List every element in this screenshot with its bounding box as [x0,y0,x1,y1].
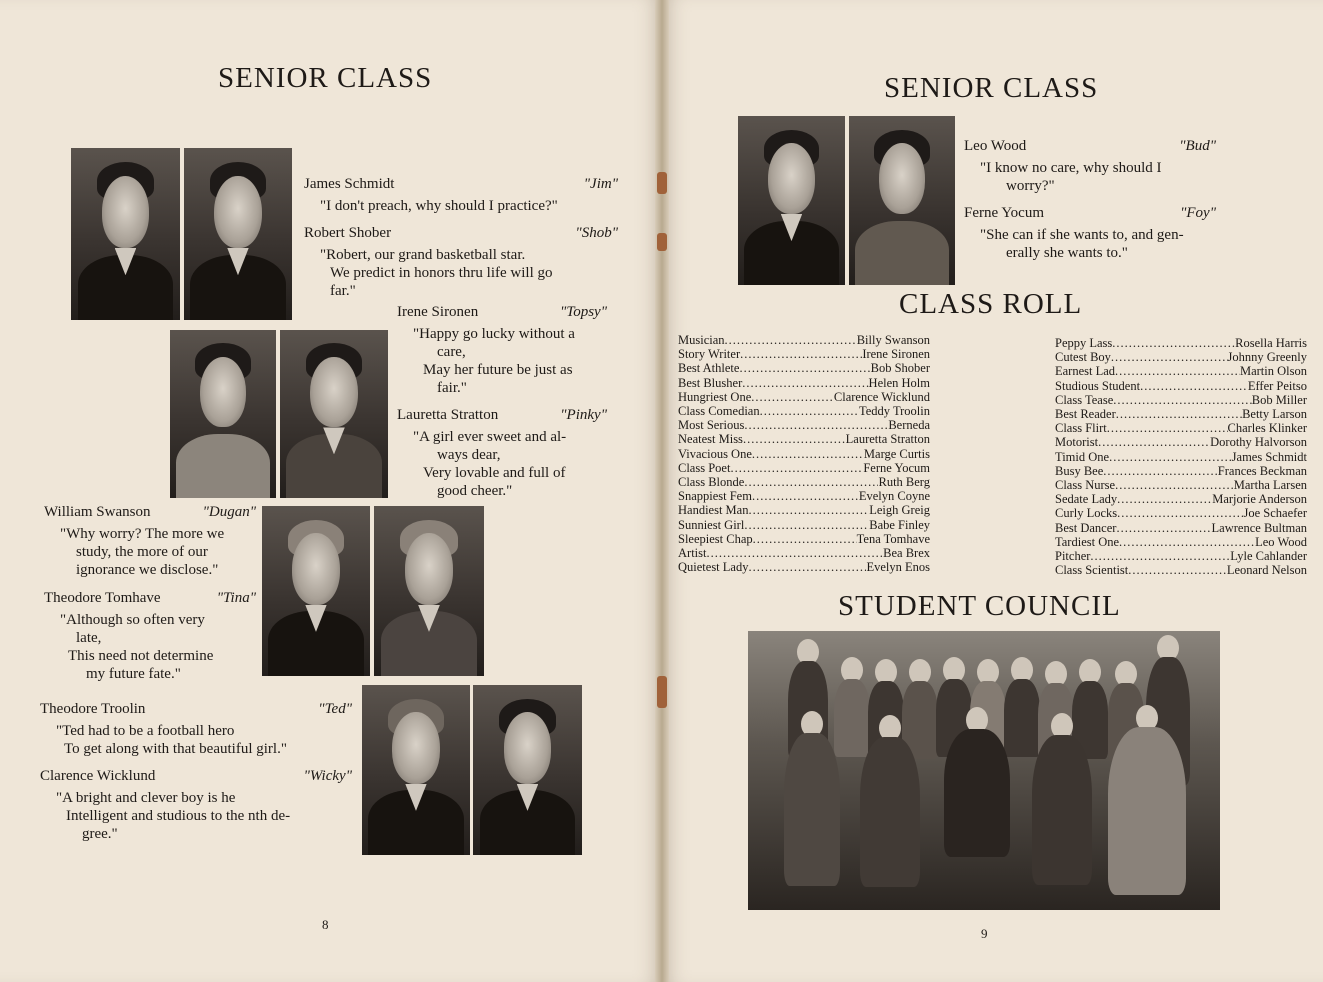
senior-entry-clarence-wicklund [40,767,352,843]
leader-dots [751,390,834,404]
quote-line: "She can if she wants to, and gen- [980,227,1184,243]
staple-mark-upper [657,233,667,251]
leader-dots [725,333,857,347]
staple-bottom [657,676,667,708]
leader-dots [1119,535,1255,549]
class-roll-row [1055,435,1307,449]
class-roll-title: Musician [678,333,725,347]
leader-dots [1098,435,1210,449]
leader-dots [1116,407,1242,421]
student-council-heading: STUDENT COUNCIL [838,590,1121,622]
leader-dots [740,347,862,361]
class-roll-name: Berneda [888,418,930,433]
class-roll-name: Effer Peitso [1247,378,1307,393]
class-roll-row [1055,450,1307,464]
quote-line: Intelligent and studious to the nth de- [66,808,291,824]
class-roll-name: Clarence Wicklund [833,389,930,404]
senior-entry-leo-wood [964,137,1216,195]
class-roll-title: Class Nurse [1055,478,1116,493]
quote-line: "A girl ever sweet and al- [413,429,567,445]
class-roll-name: Ferne Yocum [863,460,930,475]
class-roll-name: Lauretta Stratton [845,432,930,447]
student-name: James Schmidt [304,176,395,192]
class-roll-row [1055,521,1307,535]
leader-dots [742,376,868,390]
class-roll-row [678,461,930,475]
student-name: Lauretta Stratton [397,407,499,423]
quote-line: "A bright and clever boy is he [56,790,236,806]
quote-line: my future fate." [86,666,181,682]
left-page-heading: SENIOR CLASS [218,62,433,94]
page-number-right: 9 [981,926,988,941]
senior-entry-ferne-yocum [964,204,1216,262]
quote-line: This need not determine [68,648,214,664]
leader-dots [706,546,883,560]
class-roll-title: Hungriest One [678,389,752,404]
class-roll-name: Leigh Greig [869,503,930,518]
quote-line: "I know no care, why should I [980,160,1162,176]
portrait-photo-robert-shober [184,148,292,320]
quote-line: ways dear, [437,447,501,463]
student-nickname: "Foy" [1180,205,1216,221]
class-roll-row [678,432,930,446]
senior-entry-robert-shober [304,224,618,300]
portrait-photo-ferne-yocum [849,116,955,285]
class-roll-name: Tena Tomhave [856,531,930,546]
class-roll-row [678,518,930,532]
student-council-group-photo [748,631,1220,910]
leader-dots [1112,336,1235,350]
class-roll-title: Sunniest Girl [678,517,745,532]
class-roll-title: Class Flirt [1055,421,1107,436]
staple-top [657,172,667,194]
student-name: Robert Shober [304,225,392,241]
class-roll-name: Bob Miller [1251,392,1307,407]
leader-dots [1116,521,1211,535]
class-roll-name: Ruth Berg [878,475,930,490]
class-roll-title: Class Comedian [678,404,760,419]
class-roll-name: James Schmidt [1231,449,1307,464]
class-roll-row [1055,506,1307,520]
leader-dots [1107,421,1228,435]
quote-line: ignorance we disclose." [76,562,219,578]
leader-dots [1111,350,1228,364]
class-roll-name: Irene Sironen [862,347,930,362]
class-roll-name: Martin Olson [1239,364,1307,379]
class-roll-title: Quietest Lady [678,560,749,575]
student-name: Irene Sironen [397,304,479,320]
senior-entry-william-swanson [44,503,256,579]
portrait-photo-lauretta-stratton [280,330,388,498]
class-roll-row [1055,464,1307,478]
class-roll-name: Charles Klinker [1227,421,1307,436]
leader-dots [1113,393,1252,407]
class-roll-name: Evelyn Coyne [858,489,930,504]
class-roll-name: Bob Shober [870,361,930,376]
class-roll-row [1055,492,1307,506]
class-roll-title: Earnest Lad [1055,364,1116,379]
quote-line: "Robert, our grand basketball star. [320,247,526,263]
student-name: Leo Wood [964,138,1027,154]
class-roll-heading: CLASS ROLL [899,288,1083,320]
leader-dots [1117,492,1212,506]
class-roll-left-column [678,333,930,574]
quote-line: gree." [82,826,118,842]
leader-dots [752,447,864,461]
class-roll-name: Helen Holm [868,375,930,390]
class-roll-row [678,390,930,404]
student-nickname: "Dugan" [202,504,256,520]
right-page-heading: SENIOR CLASS [884,72,1099,104]
leader-dots [730,461,863,475]
book-spine [655,0,669,982]
leader-dots [753,532,857,546]
class-roll-row [678,532,930,546]
leader-dots [1115,478,1234,492]
class-roll-name: Martha Larsen [1233,478,1307,493]
senior-entry-theodore-troolin [40,700,352,758]
portrait-photo-james-schmidt [71,148,180,320]
class-roll-row [678,333,930,347]
class-roll-title: Class Scientist [1055,563,1129,578]
quote-line: "Why worry? The more we [60,526,225,542]
class-roll-title: Tardiest One [1055,534,1120,549]
student-nickname: "Shob" [575,225,618,241]
class-roll-row [1055,350,1307,364]
quote-line: May her future be just as [423,362,573,378]
class-roll-row [1055,379,1307,393]
leader-dots [1115,364,1240,378]
class-roll-title: Story Writer [678,347,741,362]
class-roll-row [678,489,930,503]
leader-dots [1140,379,1248,393]
student-name: Theodore Tomhave [44,590,161,606]
leader-dots [1103,464,1218,478]
class-roll-row [678,447,930,461]
class-roll-name: Marjorie Anderson [1212,492,1307,507]
class-roll-right-column [1055,336,1307,577]
leader-dots [743,432,846,446]
class-roll-row [678,347,930,361]
class-roll-name: Rosella Harris [1235,336,1307,350]
student-name: Ferne Yocum [964,205,1045,221]
class-roll-row [678,560,930,574]
class-roll-name: Betty Larson [1242,407,1307,422]
class-roll-title: Neatest Miss [678,432,743,447]
class-roll-name: Frances Beckman [1217,463,1307,478]
page-number-left: 8 [322,917,329,932]
class-roll-name: Evelyn Enos [866,560,930,575]
leader-dots [748,503,869,517]
class-roll-title: Handiest Man [678,503,749,518]
class-roll-title: Class Tease [1055,392,1114,407]
class-roll-row [678,546,930,560]
class-roll-title: Most Serious [678,418,745,433]
leader-dots [1109,450,1232,464]
class-roll-title: Sedate Lady [1055,492,1118,507]
quote-line: care, [437,344,466,360]
senior-entry-irene-sironen [397,303,607,397]
class-roll-row [678,503,930,517]
class-roll-name: Babe Finley [869,517,930,532]
class-roll-name: Billy Swanson [856,333,930,347]
quote-line: worry?" [1006,178,1055,194]
class-roll-title: Timid One [1055,449,1110,464]
leader-dots [748,560,866,574]
class-roll-name: Johnny Greenly [1227,350,1307,365]
portrait-photo-william-swanson [262,506,370,676]
class-roll-title: Class Poet [678,460,731,475]
class-roll-row [678,404,930,418]
class-roll-row [1055,478,1307,492]
student-nickname: "Wicky" [303,768,352,784]
student-nickname: "Bud" [1179,138,1216,154]
class-roll-title: Best Blusher [678,375,743,390]
class-roll-name: Marge Curtis [863,446,930,461]
leader-dots [1090,549,1230,563]
class-roll-title: Studious Student [1055,378,1141,393]
class-roll-title: Artist [678,546,707,561]
quote-line: "I don't preach, why should I practice?" [320,198,558,214]
leader-dots [744,418,888,432]
class-roll-row [1055,535,1307,549]
quote-line: late, [76,630,102,646]
class-roll-title: Best Athlete [678,361,740,376]
student-nickname: "Ted" [318,701,352,717]
class-roll-title: Best Dancer [1055,520,1117,535]
leader-dots [744,518,869,532]
class-roll-row [1055,407,1307,421]
class-roll-row [1055,549,1307,563]
class-roll-name: Leo Wood [1255,534,1307,549]
class-roll-title: Class Blonde [678,475,745,490]
class-roll-row [1055,563,1307,577]
class-roll-title: Snappiest Fem [678,489,752,504]
quote-line: To get along with that beautiful girl." [64,741,287,757]
quote-line: "Ted had to be a football hero [56,723,235,739]
class-roll-name: Dorothy Halvorson [1210,435,1307,450]
class-roll-row [1055,393,1307,407]
student-name: William Swanson [44,504,151,520]
leader-dots [1128,563,1227,577]
class-roll-title: Pitcher [1055,549,1091,564]
portrait-photo-theodore-tomhave [374,506,484,676]
leader-dots [752,489,859,503]
quote-line: erally she wants to." [1006,245,1128,261]
quote-line: good cheer." [437,483,513,499]
student-name: Clarence Wicklund [40,768,156,784]
leader-dots [739,361,870,375]
class-roll-title: Vivacious One [678,446,752,461]
class-roll-title: Cutest Boy [1055,350,1111,365]
class-roll-row [1055,336,1307,350]
class-roll-row [678,376,930,390]
portrait-photo-clarence-wicklund [473,685,582,855]
class-roll-row [1055,364,1307,378]
class-roll-row [1055,421,1307,435]
class-roll-row [678,418,930,432]
portrait-photo-irene-sironen [170,330,276,498]
class-roll-name: Lyle Cahlander [1230,549,1307,564]
senior-entry-lauretta-stratton [397,406,607,500]
quote-line: fair." [437,380,467,396]
class-roll-name: Leonard Nelson [1226,563,1307,578]
student-nickname: "Topsy" [559,304,607,320]
student-nickname: "Pinky" [560,407,607,423]
leader-dots [1117,506,1243,520]
class-roll-row [678,475,930,489]
student-name: Theodore Troolin [40,701,146,717]
senior-entry-theodore-tomhave [44,589,256,683]
leader-dots [760,404,859,418]
portrait-photo-leo-wood [738,116,845,285]
leader-dots [744,475,878,489]
student-nickname: "Tina" [216,590,256,606]
class-roll-title: Best Reader [1055,407,1116,422]
student-nickname: "Jim" [583,176,618,192]
portrait-photo-theodore-troolin [362,685,470,855]
class-roll-name: Lawrence Bultman [1211,520,1307,535]
quote-line: study, the more of our [76,544,208,560]
quote-line: "Although so often very [60,612,205,628]
quote-line: "Happy go lucky without a [413,326,575,342]
class-roll-row [678,361,930,375]
quote-line: We predict in honors thru life will go [330,265,553,281]
class-roll-name: Teddy Troolin [858,404,930,419]
class-roll-title: Busy Bee [1055,463,1104,478]
quote-line: far." [330,283,356,299]
class-roll-title: Sleepiest Chap [678,531,753,546]
class-roll-title: Curly Locks [1055,506,1118,521]
class-roll-title: Motorist [1055,435,1099,450]
class-roll-name: Joe Schaefer [1243,506,1307,521]
class-roll-name: Bea Brex [883,546,930,561]
quote-line: Very lovable and full of [423,465,566,481]
class-roll-title: Peppy Lass [1055,336,1113,350]
senior-entry-james-schmidt [304,175,618,215]
